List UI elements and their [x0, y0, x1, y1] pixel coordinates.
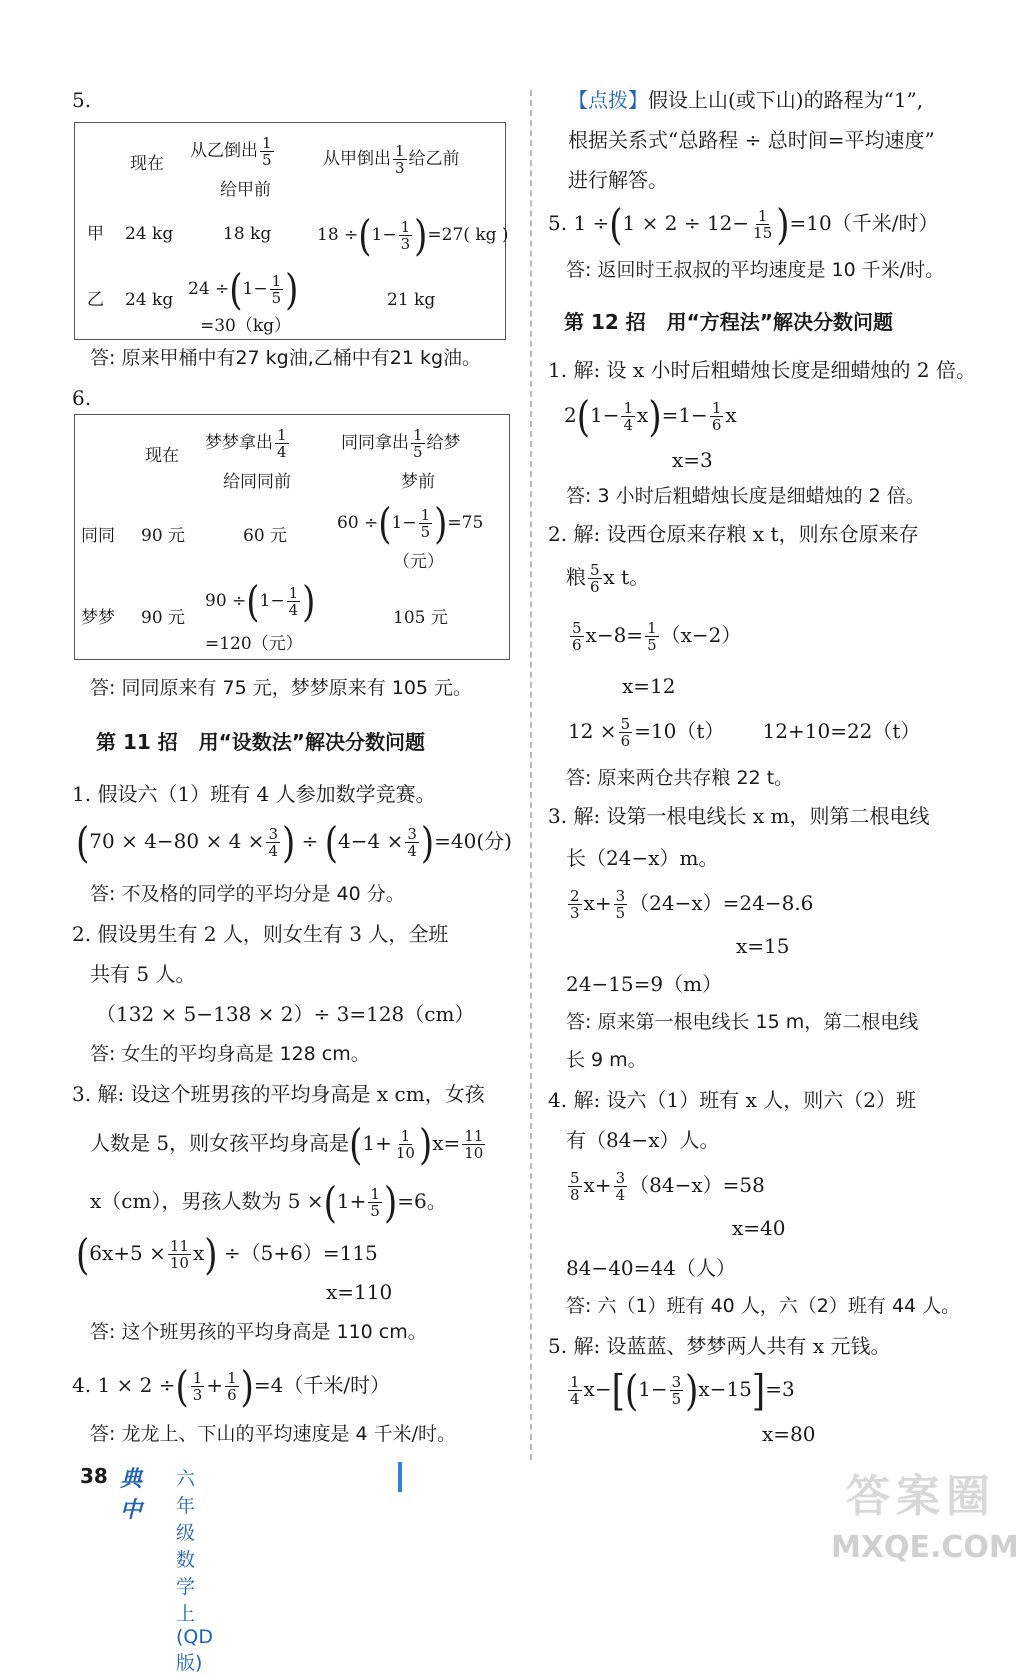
q5-row1-c2: 18 kg: [223, 224, 272, 244]
tip-line3: 进行解答。: [568, 168, 668, 192]
p1-answer: 答: 不及格的同学的平均分是 40 分。: [90, 883, 405, 905]
q5-row2-label: 乙: [87, 290, 104, 310]
r4-calculation: 84−40=44（人）: [566, 1256, 736, 1280]
q6-row2-c2-result: =120（元）: [205, 634, 303, 654]
r2-question-line1: 2. 解: 设西仓原来存粮 x t，则东仓原来存: [548, 522, 919, 546]
p3-question-line2: 人数是 5，则女孩平均身高是(1+ $\frac{1}{10}$ )x= $\frac{11}{10}$: [90, 1119, 484, 1170]
r4-answer: 答: 六（1）班有 40 人，六（2）班有 44 人。: [566, 1295, 961, 1317]
q6-row1-now: 90 元: [141, 526, 186, 546]
p5-answer: 答: 返回时王叔叔的平均速度是 10 千米/时。: [566, 259, 945, 281]
p2-question-line2: 共有 5 人。: [90, 962, 196, 986]
q6-header-c3b: 梦前: [401, 472, 435, 492]
r4-solution: x=40: [732, 1216, 786, 1240]
q5-header-now: 现在: [130, 154, 164, 174]
watermark-url: MXQE.COM: [831, 1530, 1019, 1565]
r2-solution: x=12: [622, 674, 676, 698]
tip-tag: 【点拨】: [568, 88, 648, 112]
q6-row2-label: 梦梦: [81, 608, 115, 628]
q6-row2-c2: 90 ÷(1− $\frac{1}{4}$ ): [205, 576, 316, 627]
r3-equation: $\frac{2}{3}$ x+ $\frac{3}{5}$ （24−x）=24−8.6: [570, 887, 814, 922]
p4-equation: 4. 1 × 2 ÷( $\frac{1}{3}$ + $\frac{1}{6}$ )=4（千米/时）: [72, 1361, 391, 1412]
r3-question-line2: 长（24−x）m。: [566, 846, 719, 870]
q6-number: 6.: [72, 386, 92, 410]
q5-table: 现在 从乙倒出 $\frac{1}{5}$ 给甲前 从甲倒出 $\frac{1}{3}$ 给乙前 甲 24 kg 18 kg 18 ÷(1− $\frac{1}{3}$ )=27( kg ) 乙 24 kg 24 ÷(1− $\frac{1}{5}$ ) =30（kg） 21 kg: [74, 122, 506, 340]
q6-table: 现在 梦梦拿出 $\frac{1}{4}$ 给同同前 同同拿出 $\frac{1}{5}$ 给梦 梦前 同同 90 元 60 元 60 ÷(1− $\frac{1}{5}$ )=75 （元） 梦梦 90 元 90 ÷(1− $\frac{1}{4}$ ) =120（元） 105 元: [74, 414, 510, 660]
q5-row1-now: 24 kg: [125, 224, 174, 244]
q6-header-c2: 梦梦拿出: [205, 433, 273, 453]
q6-row1-c3: 60 ÷(1− $\frac{1}{5}$ )=75: [337, 498, 484, 549]
r1-equation: 2(1− $\frac{1}{4}$ x)=1− $\frac{1}{6}$ x: [564, 391, 737, 442]
p3-answer: 答: 这个班男孩的平均身高是 110 cm。: [90, 1321, 427, 1343]
q5-row2-c2-result: =30（kg）: [200, 316, 292, 336]
p3-question-line3: x（cm），男孩人数为 5 ×(1+ $\frac{1}{5}$ )=6。: [90, 1177, 447, 1228]
q5-row1-c3: 18 ÷(1− $\frac{1}{3}$ )=27( kg ): [317, 210, 509, 261]
r5-question: 5. 解: 设蓝蓝、梦梦两人共有 x 元钱。: [548, 1334, 891, 1358]
q5-header-c3: 从甲倒出: [323, 149, 391, 169]
r5-solution: x=80: [762, 1422, 816, 1446]
r2-answer: 答: 原来两仓共存粮 22 t。: [566, 767, 794, 789]
p2-calculation: （132 × 5−138 × 2）÷ 3=128（cm）: [96, 1002, 475, 1026]
r2-question-line2: 粮 $\frac{5}{6}$ x t。: [566, 561, 650, 596]
p2-question-line1: 2. 假设男生有 2 人，则女生有 3 人，全班: [72, 922, 449, 946]
column-divider: [530, 90, 532, 1460]
q5-row2-c3: 21 kg: [387, 290, 436, 310]
p1-question: 1. 假设六（1）班有 4 人参加数学竞赛。: [72, 782, 436, 806]
p2-answer: 答: 女生的平均身高是 128 cm。: [90, 1043, 370, 1065]
tip-line1: 【点拨】假设上山(或下山)的路程为“1”,: [568, 88, 924, 112]
q5-row2-now: 24 kg: [125, 290, 174, 310]
q5-header-c2b: 给甲前: [220, 180, 271, 200]
p3-solution: x=110: [326, 1280, 393, 1304]
book-title: 六年级 数学 上(QD版): [176, 1468, 213, 1674]
q5-number: 5.: [72, 88, 92, 112]
q6-row1-c3-unit: （元）: [393, 552, 444, 572]
q5-row2-c2: 24 ÷(1− $\frac{1}{5}$ ): [188, 264, 299, 315]
section-11-heading: 第 11 招 用“设数法”解决分数问题: [96, 730, 425, 754]
r3-answer-line1: 答: 原来第一根电线长 15 m，第二根电线: [566, 1011, 919, 1033]
r1-solution: x=3: [672, 448, 713, 472]
tip-line2: 根据关系式“总路程 ÷ 总时间=平均速度”: [568, 128, 935, 152]
q6-header-now: 现在: [145, 446, 179, 466]
brand-logo: 典中: [120, 1467, 143, 1523]
q6-header-c2b: 给同同前: [223, 472, 291, 492]
r2-equation: $\frac{5}{6}$ x−8= $\frac{1}{5}$ （x−2）: [572, 619, 742, 654]
watermark-title: 答案圈: [846, 1471, 996, 1522]
p3-equation: (6x+5 × $\frac{11}{10}$ x) ÷（5+6）=115: [76, 1229, 378, 1280]
p4-answer: 答: 龙龙上、下山的平均速度是 4 千米/时。: [90, 1423, 457, 1445]
r1-answer: 答: 3 小时后粗蜡烛长度是细蜡烛的 2 倍。: [566, 485, 925, 507]
r3-calculation: 24−15=9（m）: [566, 972, 723, 996]
r3-solution: x=15: [736, 934, 790, 958]
q6-header-c3: 同同拿出: [341, 433, 409, 453]
r4-equation: $\frac{5}{8}$ x+ $\frac{3}{4}$ （84−x）=58: [570, 1169, 765, 1204]
watermark: [831, 1460, 1019, 1590]
q6-row1-c2: 60 元: [243, 526, 288, 546]
q6-row2-c3: 105 元: [393, 608, 448, 628]
r4-question-line2: 有（84−x）人。: [566, 1128, 720, 1152]
q6-answer: 答: 同同原来有 75 元，梦梦原来有 105 元。: [90, 677, 473, 699]
q6-row2-now: 90 元: [141, 608, 186, 628]
section-12-heading: 第 12 招 用“方程法”解决分数问题: [564, 310, 893, 334]
q5-header-c2: 从乙倒出: [190, 141, 258, 161]
r3-answer-line2: 长 9 m。: [566, 1049, 647, 1071]
r3-question-line1: 3. 解: 设第一根电线长 x m，则第二根电线: [548, 804, 930, 828]
q5-row1-label: 甲: [87, 224, 104, 244]
q5-answer: 答: 原来甲桶中有27 kg油,乙桶中有21 kg油。: [90, 347, 482, 369]
r4-question-line1: 4. 解: 设六（1）班有 x 人，则六（2）班: [548, 1088, 916, 1112]
r1-question: 1. 解: 设 x 小时后粗蜡烛长度是细蜡烛的 2 倍。: [548, 358, 976, 382]
p1-equation: (70 × 4−80 × 4 × $\frac{3}{4}$ ) ÷ (4−4 × $\frac{3}{4}$ )=40(分): [76, 817, 512, 868]
r2-calculation: 12 × $\frac{5}{6}$ =10（t） 12+10=22（t）: [568, 715, 921, 750]
p3-question-line1: 3. 解: 设这个班男孩的平均身高是 x cm，女孩: [72, 1082, 485, 1106]
page-number: 38: [80, 1464, 108, 1488]
r5-equation: $\frac{1}{4}$ x−[(1− $\frac{3}{5}$ )x−15]=3: [570, 1365, 795, 1416]
footer-accent-bar: [398, 1462, 402, 1492]
p5-equation: 5. 1 ÷(1 × 2 ÷ 12− $\frac{1}{15}$ )=10（千米/时）: [548, 199, 939, 250]
q6-row1-label: 同同: [81, 526, 115, 546]
